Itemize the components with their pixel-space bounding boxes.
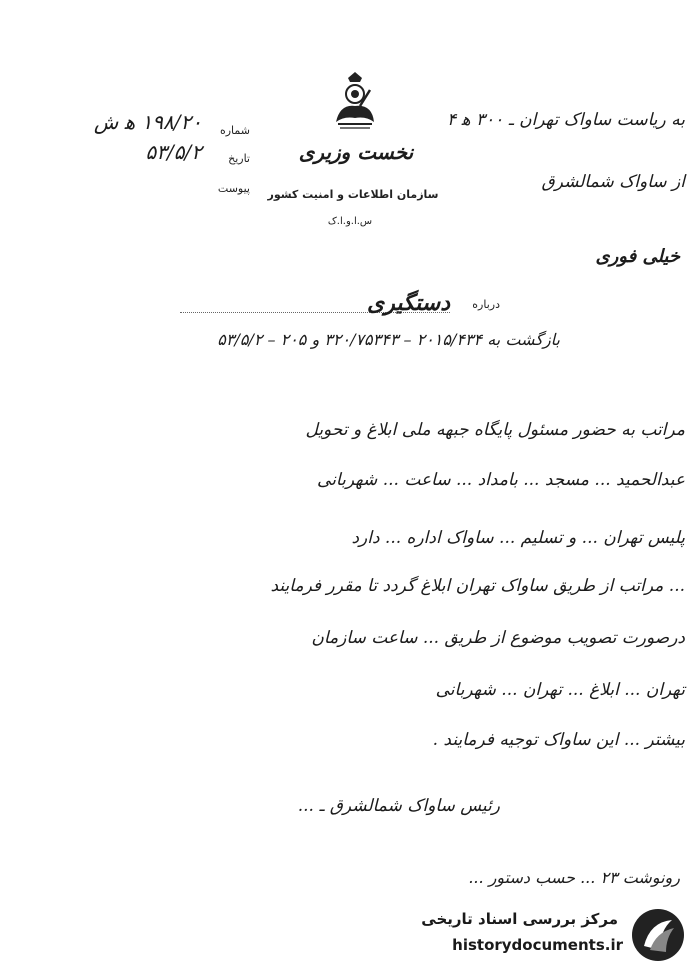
lion-and-sun-emblem-icon [330,72,380,134]
signature-line: رئیس ساواک شمالشرق ـ ... [297,796,500,816]
sender-line: از ساواک شمالشرق [541,172,685,192]
body-line: تهران ... ابلاغ ... تهران ... شهربانی [435,680,685,700]
letterhead-title: نخست وزیری [298,140,414,164]
body-line: مراتب به حضور مسئول پایگاه جبهه ملی ابلاغ و تحویل [305,420,685,440]
letterhead-organization: سازمان اطلاعات و امنیت کشور [267,188,439,201]
archive-logo-icon [630,906,686,964]
letter-number-value: ۱۹۸/۲۰ ه‍ ش [93,110,202,134]
letter-date-value: ۵۳/۵/۲ [145,140,202,164]
urgency-mark: خیلی فوری [595,246,680,267]
recipient-line: به ریاست ساواک تهران ـ ۳۰۰ ه‍ ۴ [447,110,685,130]
body-line: بیشتر ... این ساواک توجیه فرمایند . [432,730,685,750]
watermark-url: historydocuments.ir [452,936,623,954]
subject-value: دستگیری [366,290,450,316]
field-date-label: تاریخ [228,152,250,165]
field-number-label: شماره [219,124,250,137]
watermark [418,906,688,966]
body-line: درصورت تصویب موضوع از طریق ... ساعت سازمان [311,628,685,648]
letterhead-code: س.ا.و.ا.ک [327,216,373,227]
body-line: عبدالحمید ... مسجد ... بامداد ... ساعت ... شهربانی [317,470,685,490]
field-attachment-label: پیوست [217,182,250,195]
watermark-title: مرکز بررسی اسناد تاریخی [421,910,618,928]
footnote-line: رونوشت ۲۳ ... حسب دستور ... [468,868,680,887]
body-line: پلیس تهران ... و تسلیم ... ساواک اداره ... دارد [351,528,685,548]
subject-label: درباره [472,298,500,311]
reference-line: بازگشت به ۲۰۱۵/۴۳۴ – ۳۲۰/۷۵۳۴۳ و ۲۰۵ – ۵۳/۵/۲ [217,330,560,349]
body-line: ... مراتب از طریق ساواک تهران ابلاغ گردد تا مقرر فرمایند [270,576,685,596]
